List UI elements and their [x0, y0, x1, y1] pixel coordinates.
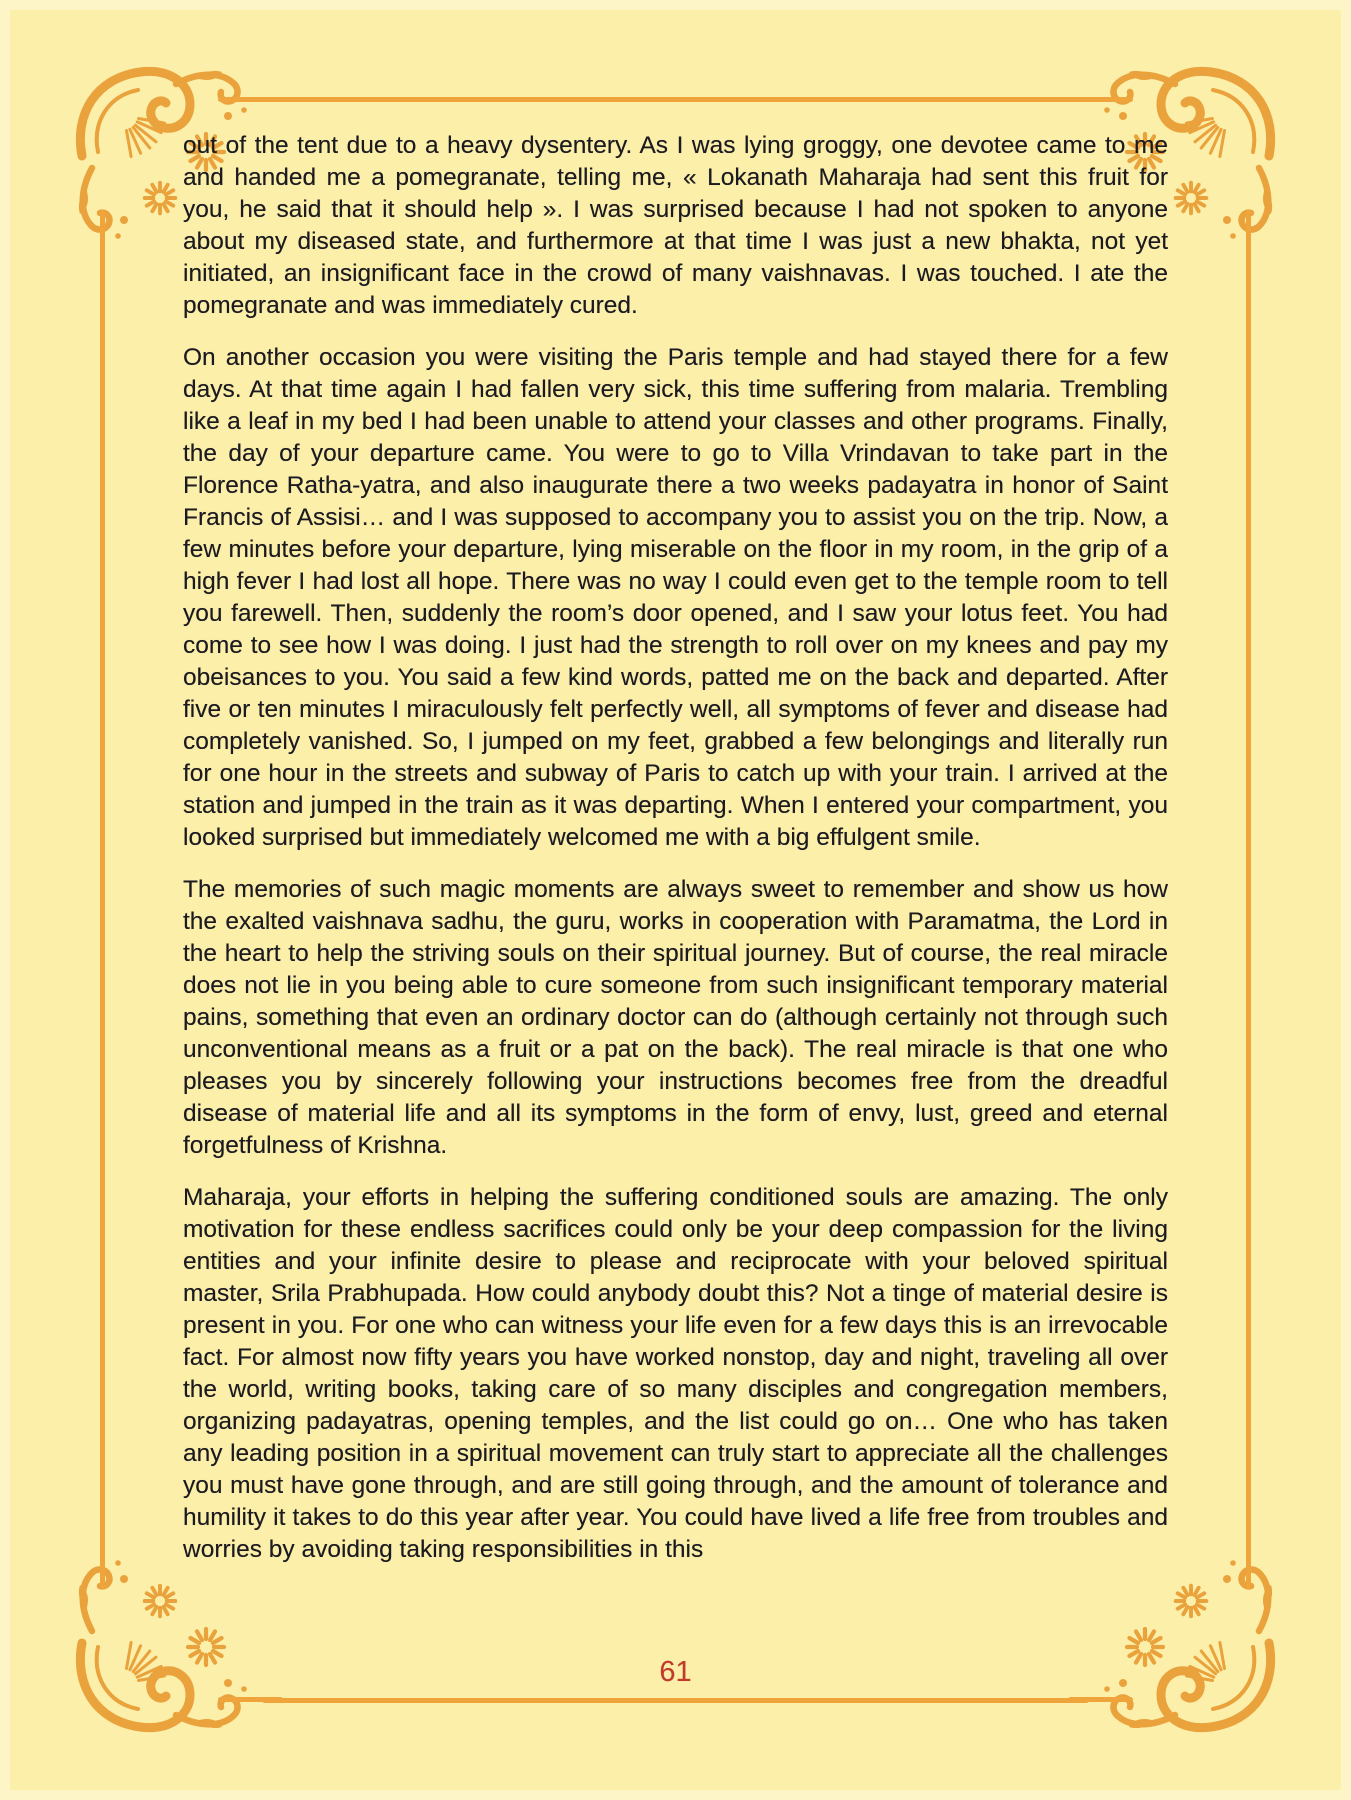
- page-text: [183, 130, 1168, 1586]
- border-line-top: [262, 97, 1089, 102]
- page-number: 61: [659, 1656, 692, 1688]
- border-line-left: [100, 262, 105, 1538]
- paragraph: out of the tent due to a heavy dysentery. As I was lying groggy, one devotee came to me and handed me a pomegranate, telling me, « Lokanath Maharaja had sent this fruit for you, he said that it should help ». I was surprised because I had not spoken to anyone about my diseased state, and furthermore at that time I was just a new bhakta, not yet initiated, an insignificant face in the crowd of many vaishnavas. I was touched. I ate the pomegranate and was immediately cured.: [183, 132, 1168, 319]
- paragraph: On another occasion you were visiting the Paris temple and had stayed there for a few days. At that time again I had fallen very sick, this time suffering from malaria. Trembling like a leaf in my bed I had been unable to attend your classes and other programs. Finally, the day of your departure came. You were to go to Villa Vrindavan to take part in the Florence Ratha-yatra, and also inaugurate there a two weeks padayatra in honor of Saint Francis of Assisi… and I was supposed to accompany you to assist you on the trip. Now, a few minutes before your departure, lying miserable on the floor in my room, in the grip of a high fever I had lost all hope. There was no way I could even get to the temple room to tell you farewell. Then, suddenly the room’s door opened, and I saw your lotus feet. You had come to see how I was doing. I just had the strength to roll over on my knees and pay my obeisances to you. You said a few kind words, patted me on the back and departed. After five or ten minutes I miraculously felt perfectly well, all symptoms of fever and disease had completely vanished. So, I jumped on my feet, grabbed a few belongings and literally run for one hour in the streets and subway of Paris to catch up with your train. I arrived at the station and jumped in the train as it was departing. When I entered your compartment, you looked surprised but immediately welcomed me with a big effulgent smile.: [183, 344, 1168, 851]
- border-line-right: [1246, 262, 1251, 1538]
- paragraph: The memories of such magic moments are always sweet to remember and show us how the exalted vaishnava sadhu, the guru, works in cooperation with Paramatma, the Lord in the heart to help the striving souls on their spiritual journey. But of course, the real miracle does not lie in you being able to cure someone from such insignificant temporary material pains, something that even an ordinary doctor can do (although certainly not through such unconventional means as a fruit or a pat on the back). The real miracle is that one who pleases you by sincerely following your instructions becomes free from the dreadful disease of material life and all its symptoms in the form of envy, lust, greed and eternal forgetfulness of Krishna.: [183, 876, 1168, 1159]
- border-line-bottom: [262, 1698, 1089, 1703]
- paragraph: Maharaja, your efforts in helping the suffering conditioned souls are amazing. The only motivation for these endless sacrifices could only be your deep compassion for the living entities and your infinite desire to please and reciprocate with your beloved spiritual master, Srila Prabhupada. How could anybody doubt this? Not a tinge of material desire is present in you. For one who can witness your life even for a few days this is an irrevocable fact. For almost now fifty years you have worked nonstop, day and night, traveling all over the world, writing books, taking care of so many disciples and congregation members, organizing padayatras, opening temples, and the list could go on… One who has taken any leading position in a spiritual movement can truly start to appreciate all the challenges you must have gone through, and are still going through, and the amount of tolerance and humility it takes to do this year after year. You could have lived a life free from troubles and worries by avoiding taking responsibilities in this: [183, 1184, 1168, 1563]
